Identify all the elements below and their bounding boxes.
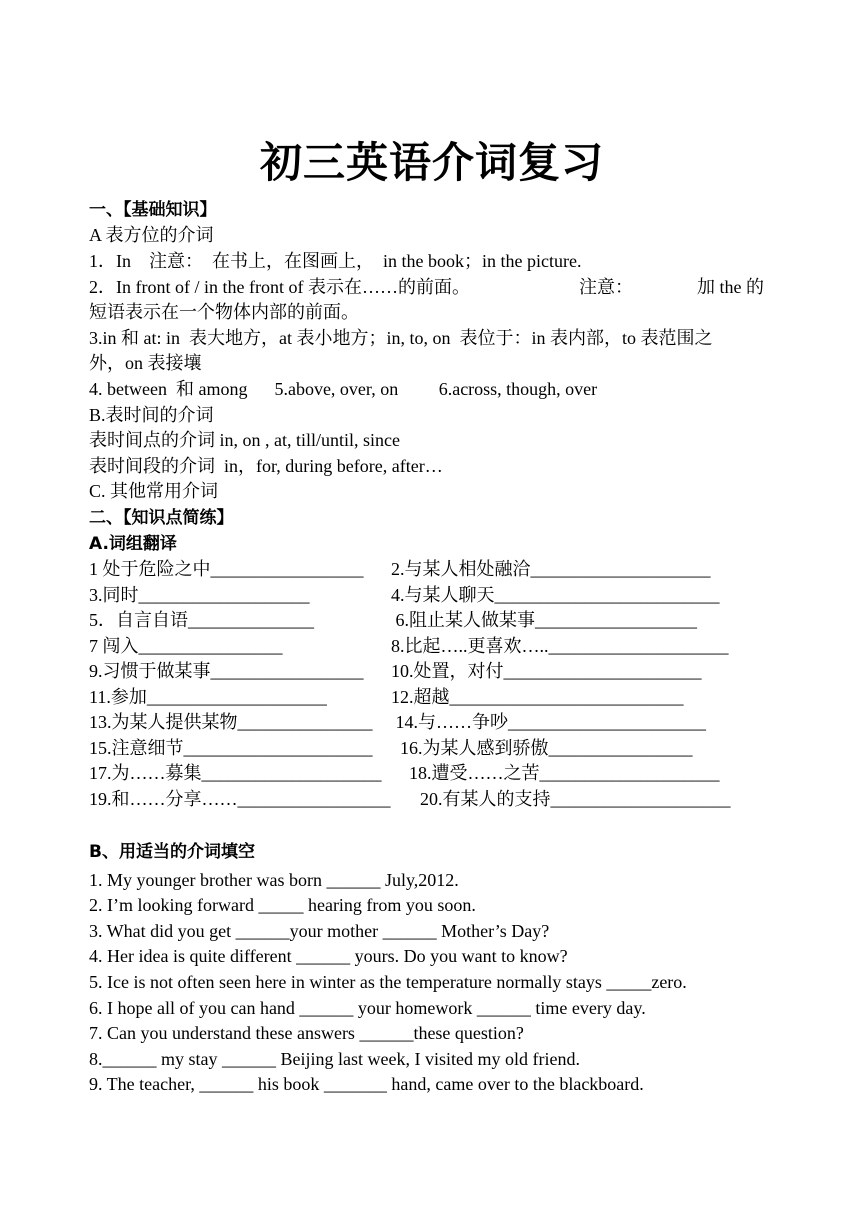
translation-row-right: 2.与某人相处融洽____________________ [391,559,711,579]
section2-a-title: A.词组翻译 [89,534,177,554]
section1-line-2-cont: 短语表示在一个物体内部的前面。 [89,302,359,322]
translation-row-left: 17.为……募集____________________ [89,763,382,783]
section1-line-3: 3.in 和 at: in 表大地方，at 表小地方；in, to, on 表位于：in 表内部，to 表范围之 [89,328,713,348]
fill-in-item: 9. The teacher, ______ his book _______ hand, came over to the blackboard. [89,1074,644,1094]
translation-row-left: 11.参加____________________ [89,687,327,707]
translation-row-right: 6.阻止某人做某事__________________ [391,610,697,630]
translation-row-left: 3.同时___________________ [89,585,310,605]
section1-line-1: 1．In 注意： 在书上，在图画上， in the book；in the picture. [89,251,582,271]
translation-row-left: 5．自言自语______________ [89,610,314,630]
section1-c-title: C. 其他常用介词 [89,481,219,501]
section1-line-3-cont: 外，on 表接壤 [89,353,202,373]
translation-row-left: 19.和……分享……_________________ [89,789,391,809]
section1-b-line-2: 表时间段的介词 in，for, during before, after… [89,456,443,476]
fill-in-item: 4. Her idea is quite different ______ yours. Do you want to know? [89,946,568,966]
translation-row-left: 13.为某人提供某物_______________ [89,712,373,732]
fill-in-item: 1. My younger brother was born ______ July,2012. [89,870,459,890]
translation-row-left: 7 闯入________________ [89,636,283,656]
translation-row-right: 18.遭受……之苦____________________ [409,763,720,783]
fill-in-item: 7. Can you understand these answers ______these question? [89,1023,524,1043]
section2-heading: 二、【知识点简练】 [89,508,234,528]
translation-row-left: 1 处于危险之中_________________ [89,559,364,579]
translation-row-right: 8.比起…..更喜欢…..____________________ [391,636,729,656]
translation-row-left: 9.习惯于做某事_________________ [89,661,364,681]
section1-b-title: B.表时间的介词 [89,405,214,425]
fill-in-item: 8.______ my stay ______ Beijing last week, I visited my old friend. [89,1049,580,1069]
section1-a-title: A 表方位的介词 [89,225,214,245]
section2-b-title: B、用适当的介词填空 [89,842,255,862]
section1-line-4: 4. between 和 among 5.above, over, on 6.across, though, over [89,379,598,399]
section1-line-2-part-b: 注意： [579,277,633,297]
section1-line-2-part-a: 2．In front of / in the front of 表示在……的前面。 [89,277,470,297]
translation-row-right: 4.与某人聊天_________________________ [391,585,720,605]
translation-row-right: 12.超越__________________________ [391,687,684,707]
translation-row-left: 15.注意细节_____________________ [89,738,373,758]
section1-b-line-1: 表时间点的介词 in, on , at, till/until, since [89,430,400,450]
fill-in-item: 6. I hope all of you can hand ______ your homework ______ time every day. [89,998,646,1018]
translation-row-right: 14.与……争吵______________________ [391,712,706,732]
translation-row-right: 20.有某人的支持____________________ [420,789,731,809]
fill-in-item: 3. What did you get ______your mother ______ Mother’s Day? [89,921,550,941]
translation-row-right: 16.为某人感到骄傲________________ [400,738,693,758]
page-title: 初三英语介词复习 [259,138,604,187]
section1-heading: 一、【基础知识】 [89,200,217,220]
translation-row-right: 10.处置，对付______________________ [391,661,702,681]
section1-line-2-part-c: 加 the 的 [697,277,764,297]
fill-in-item: 5. Ice is not often seen here in winter as the temperature normally stays _____zero. [89,972,687,992]
fill-in-item: 2. I’m looking forward _____ hearing from you soon. [89,895,476,915]
